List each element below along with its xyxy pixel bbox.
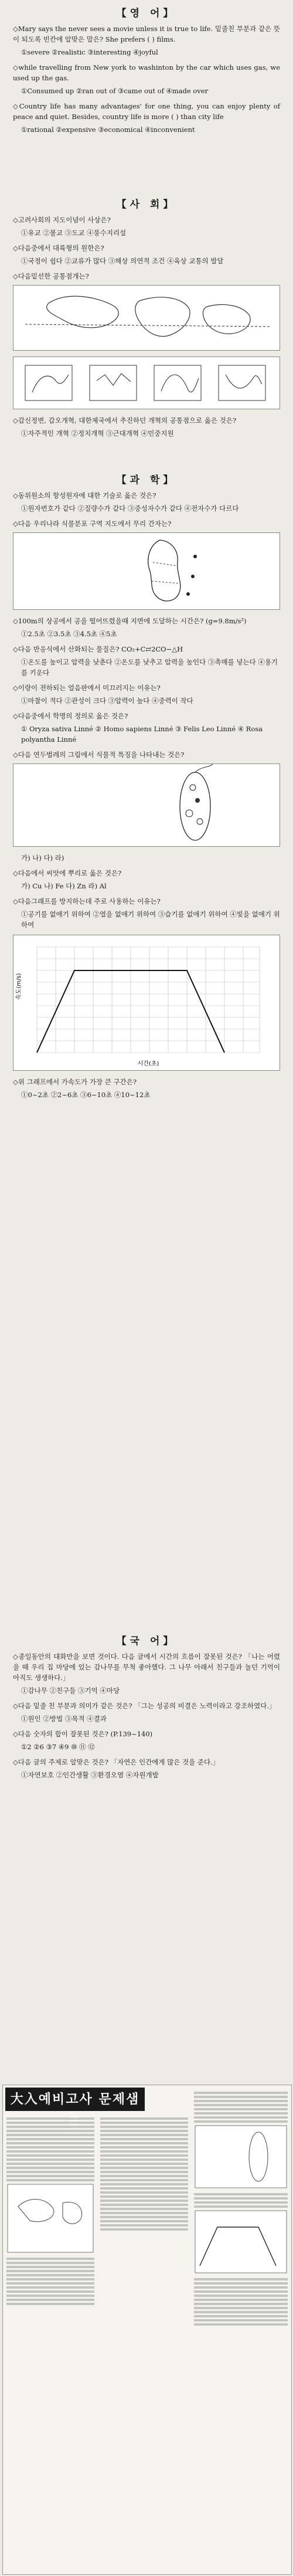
- social-q1-options: ①유교 ②불교 ③도교 ④풍수지리설: [21, 229, 127, 237]
- science-section: [13, 469, 280, 1105]
- korean-q4-options: ①자연보호 ②인간생활 ③환경오염 ④자원개발: [21, 1771, 159, 1779]
- science-q1-options: ①원자번호가 같다 ②질량수가 같다 ③중성자수가 같다 ④전자수가 다르다: [21, 504, 239, 513]
- social-q4-options: ①자주적인 개혁 ②정치개혁 ③근대개혁 ④민중지원: [21, 429, 174, 437]
- korean-q4: ◇다음 글의 주제로 알맞은 것은? 「자연은 인간에게 많은 것을 준다.」: [13, 1758, 220, 1766]
- science-q7-options: 가) 나) 다) 라): [21, 854, 64, 862]
- science-q9: ◇다음그래프를 방지하는데 주로 사용하는 이유는?: [13, 897, 161, 905]
- english-q1: ◇Mary says the never sees a movie unless it is true to life. 밑줄친 부분과 같은 뜻이 되도록 빈칸에 알맞은 말은? She prefers ( ) films.: [13, 25, 280, 43]
- social-section: [13, 194, 280, 443]
- english-q3: ◇Country life has many advantages' for one thing, you can enjoy plenty of peace and quiet. Besides, country life is more ( ) than city life: [13, 102, 280, 121]
- english-q1-options: ①severe ②realistic ③interesting ④joyful: [21, 48, 158, 56]
- clipping-column-1: [6, 2116, 94, 2567]
- science-q7: ◇다음 연두벌레의 그림에서 식물적 특징을 나타내는 것은?: [13, 751, 185, 759]
- newspaper-clipping: [2, 2085, 292, 2575]
- science-q10: ◇위 그래프에서 가속도가 가장 큰 구간은?: [13, 1078, 137, 1086]
- science-q6: ◇다음중에서 학명의 정의로 옳은 것은?: [13, 712, 128, 720]
- science-q9-options: ①공기를 없애기 위하여 ②열을 없애기 위하여 ③습기를 없애기 위하여 ④빛을 없애기 위하여: [21, 910, 280, 929]
- clipping-graph-thumb: [194, 2210, 288, 2274]
- korean-q2-options: ①원인 ②방법 ③목적 ④결과: [21, 1715, 107, 1723]
- social-header: 【사 회】: [116, 199, 177, 211]
- korea-vegetation-map: [13, 532, 280, 610]
- social-q4: ◇갑신정변, 갑오개혁, 대한제국에서 추진하던 개혁의 공통점으로 옳은 것은?: [13, 416, 237, 425]
- euglena-drawing: [13, 764, 280, 846]
- korean-q3: ◇다음 숫자의 합이 잘못된 것은? (P.139~140): [13, 1730, 153, 1738]
- science-q3-options: ①2.5초 ②3.5초 ③4.5초 ④5초: [21, 630, 117, 638]
- velocity-graph-figure: [13, 935, 280, 1071]
- science-header: 【과 학】: [116, 474, 177, 486]
- social-q1: ◇고려사회의 지도이념이 사상은?: [13, 216, 111, 224]
- english-q2-options: ①Consumed up ②ran out of ③came out of ④made over: [21, 87, 209, 95]
- social-q2: ◇다음중에서 대륙형의 원한은?: [13, 244, 104, 252]
- science-q5-options: ①마찰이 적다 ②관성이 크다 ③압력이 높다 ④중력이 작다: [21, 697, 193, 705]
- science-q2: ◇다음 우리나라 식물분포 구역 지도에서 무리 간자는?: [13, 520, 172, 528]
- velocity-graph: [13, 935, 280, 1070]
- science-q4-options: ①온도를 높이고 압력을 낮춘다 ②온도를 낮추고 압력을 높인다 ③촉매를 넣는다 ④용기를 키운다: [21, 658, 278, 677]
- social-q3: ◇다음밑선한 공통점개는?: [13, 272, 89, 280]
- graph-xlabel: 시간(초): [137, 1061, 159, 1067]
- korea-map-drawing: [13, 533, 280, 609]
- english-header: 【영 어】: [116, 8, 177, 19]
- world-map-figure: [13, 285, 280, 351]
- clipping-column-3: [194, 2090, 288, 2567]
- korean-q1-options: ①감나무 ②친구들 ③기억 ④마당: [21, 1686, 120, 1695]
- science-q3: ◇100m의 상공에서 공을 떨어뜨렸을때 지면에 도달하는 시간은? (g=9.8m/s²): [13, 617, 247, 625]
- korean-q1: ◇종일동안의 대화만을 보면 것이다. 다음 글에서 시간의 흐름이 잘못된 것은? 「나는 어렸을 때 우리 집 마당에 있는 감나무를 무척 좋아했다. 그 나무 아래서 친구들과 놀던 기억이 아직도 생생하다.」: [13, 1652, 280, 1682]
- korean-q2: ◇다음 밑줄 친 부분과 의미가 같은 것은? 「그는 성공의 비결은 노력이라고 강조하였다.」: [13, 1702, 276, 1710]
- english-q3-options: ①rational ②expensive ③economical ④inconvenient: [21, 125, 195, 134]
- clipping-title: 大入예비고사 문제샘플: [5, 2088, 145, 2111]
- graph-grid: [37, 947, 260, 1053]
- world-map-drawing: [13, 286, 280, 350]
- korean-section: [13, 1630, 280, 1785]
- social-q2-options: ①국정이 쉽다 ②교류가 많다 ③해상 의연적 조건 ④육상 교통의 발달: [21, 257, 224, 265]
- climate-drawing: [13, 357, 280, 409]
- science-q8: ◇다음에서 씨앗에 뿌리로 옳은 것은?: [13, 869, 122, 877]
- euglena-figure: [13, 763, 280, 847]
- science-q6-options: ① Oryza sativa Linné ② Homo sapiens Linné ③ Felis Leo Linné ④ Rosa polyantha Linné: [21, 725, 263, 744]
- clipping-map-thumb: [6, 2183, 94, 2253]
- graph-ylabel: 속도(m/s): [16, 973, 22, 1000]
- korean-header: 【국 어】: [116, 1635, 177, 1647]
- science-q8-options: 가) Cu 나) Fe 다) Zn 라) Al: [21, 882, 107, 890]
- english-section: [13, 2, 280, 140]
- science-q10-options: ①0~2초 ②2~6초 ③6~10초 ④10~12초: [21, 1091, 151, 1099]
- science-q5: ◇이랑이 전하되는 얼음판에서 미끄러지는 이유는?: [13, 684, 161, 692]
- science-q4: ◇다음 반응식에서 산화되는 물질은? CO₂+C⇄2CO−△H: [13, 645, 183, 653]
- clipping-column-2: [100, 2116, 188, 2567]
- science-q1: ◇동위원소의 항성원자에 대한 기술로 옳은 것은?: [13, 491, 156, 500]
- korean-q3-options: ①2 ②6 ③7 ④9 ⑩ ⑪ ⑫: [21, 1743, 95, 1751]
- english-q2: ◇while travelling from New york to washinton by the car which uses gas, we used up the gas.: [13, 63, 280, 82]
- climate-figure: [13, 357, 280, 409]
- clipping-euglena-thumb: [194, 2124, 288, 2189]
